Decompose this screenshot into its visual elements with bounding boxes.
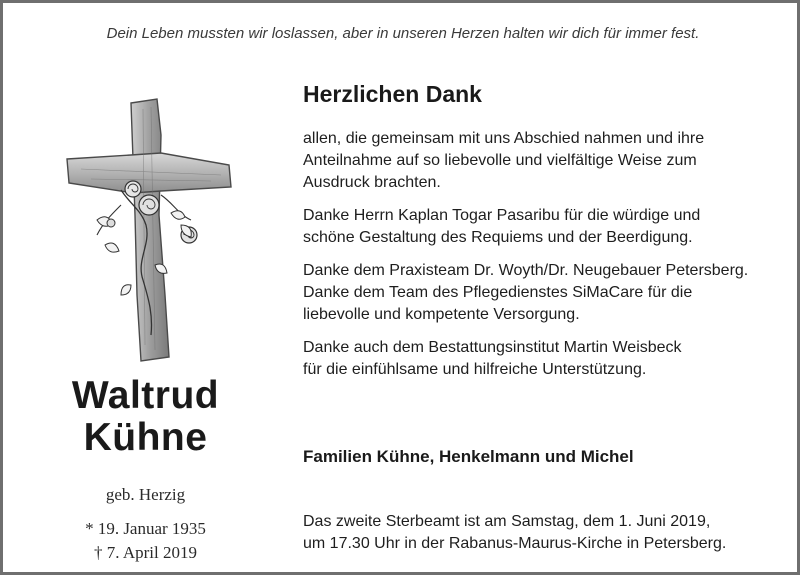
deceased-block bbox=[33, 375, 258, 565]
memorial-quote: Dein Leben mussten wir loslassen, aber in unseren Herzen halten wir dich für immer fest. bbox=[106, 25, 700, 42]
paragraph-line: schöne Gestaltung des Requiems und der Beerdigung. bbox=[303, 229, 693, 246]
notice-line: Das zweite Sterbeamt ist am Samstag, dem 1. Juni 2019, bbox=[303, 513, 711, 530]
thanks-paragraph bbox=[303, 128, 783, 194]
deceased-first-name: Waltrud bbox=[71, 374, 220, 417]
notice-line: um 17.30 Uhr in der Rabanus-Maurus-Kirche in Petersberg. bbox=[303, 535, 727, 552]
thanks-paragraph bbox=[303, 337, 783, 381]
deceased-last-name: Kühne bbox=[83, 416, 208, 459]
cross-with-roses-icon bbox=[61, 95, 236, 365]
service-notice bbox=[303, 511, 726, 555]
families-signature: Familien Kühne, Henkelmann und Michel bbox=[303, 447, 634, 466]
paragraph-line: allen, die gemeinsam mit uns Abschied nahmen und ihre bbox=[303, 130, 705, 147]
death-date: † 7. April 2019 bbox=[94, 543, 197, 562]
thanks-section bbox=[303, 81, 783, 392]
paragraph-line: Danke dem Praxisteam Dr. Woyth/Dr. Neugebauer Petersberg. bbox=[303, 262, 749, 279]
paragraph-line: Anteilnahme auf so liebevolle und vielfältige Weise zum bbox=[303, 152, 697, 169]
paragraph-line: Danke dem Team des Pflegedienstes SiMaCare für die bbox=[303, 284, 693, 301]
paragraph-line: liebevolle und kompetente Versorgung. bbox=[303, 306, 580, 323]
life-dates bbox=[33, 517, 258, 565]
paragraph-line: Danke auch dem Bestattungsinstitut Martin Weisbeck bbox=[303, 339, 682, 356]
paragraph-line: Danke Herrn Kaplan Togar Pasaribu für die würdige und bbox=[303, 207, 701, 224]
thanks-paragraph bbox=[303, 260, 783, 326]
paragraph-line: Ausdruck brachten. bbox=[303, 174, 441, 191]
birth-date: * 19. Januar 1935 bbox=[85, 519, 206, 538]
thanks-paragraph bbox=[303, 205, 783, 249]
birth-name: geb. Herzig bbox=[105, 485, 186, 504]
thanks-heading: Herzlichen Dank bbox=[303, 81, 482, 107]
paragraph-line: für die einfühlsame und hilfreiche Unterstützung. bbox=[303, 361, 647, 378]
